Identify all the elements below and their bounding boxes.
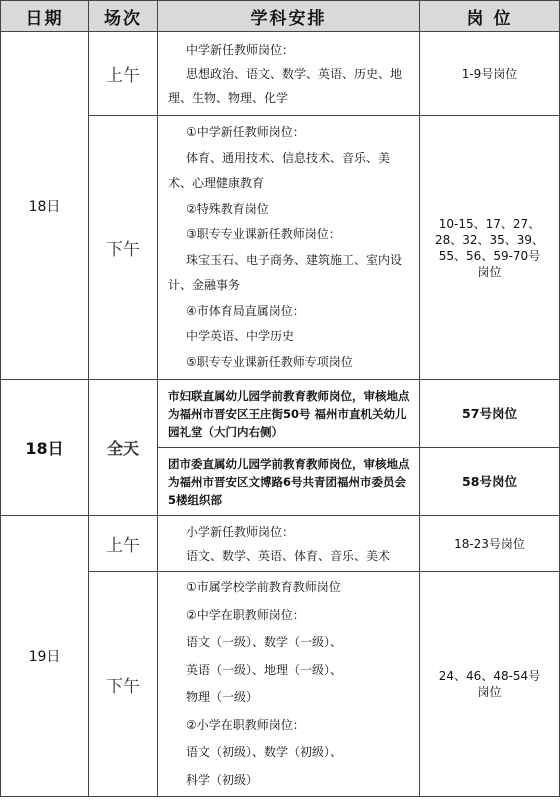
table-row (1, 32, 560, 116)
subject-line: 英语（一级）、地理（一级）、 (186, 662, 343, 677)
subject-line: 物理（一级） (186, 690, 259, 704)
subjects-cell (158, 516, 420, 572)
subject-line: 珠宝玉石、电子商务、建筑施工、室内设 (186, 252, 403, 267)
post-cell: 10-15、17、27、28、32、35、39、55、56、59-70号岗位 (420, 116, 560, 380)
subject-line: 小学新任教师岗位： (186, 524, 295, 539)
date-cell: 18日 (1, 32, 89, 380)
subjects-cell (158, 116, 420, 380)
session-cell: 全天 (89, 380, 158, 516)
header-session: 场次 (89, 1, 158, 32)
subject-line: 理、生物、物理、化学 (168, 90, 289, 105)
subjects-cell: 团市委直属幼儿园学前教育教师岗位，审核地点为福州市晋安区文博路6号共青团福州市委员会5楼组织部 (158, 448, 420, 516)
post-cell: 24、46、48-54号岗位 (420, 572, 560, 797)
subject-line: 术、心理健康教育 (168, 176, 265, 190)
subject-line: 体育、通用技术、信息技术、音乐、美 (186, 150, 391, 165)
subject-line: 科学（初级） (186, 772, 259, 787)
post-cell: 57号岗位 (420, 380, 560, 448)
header-date: 日期 (1, 1, 89, 32)
table-row (1, 516, 560, 572)
post-cell: 1-9号岗位 (420, 32, 560, 116)
subject-line: 语文（初级）、数学（初级）、 (186, 745, 343, 759)
subject-line: 中学新任教师岗位： (186, 42, 295, 57)
session-cell: 上午 (89, 32, 158, 116)
session-cell: 下午 (89, 572, 158, 797)
header-post: 岗 位 (420, 1, 560, 32)
subject-line: 语文、数学、英语、体育、音乐、美术 (186, 548, 391, 563)
header-row (1, 1, 560, 32)
header-subjects: 学科安排 (158, 1, 420, 32)
subject-line: ①市属学校学前教育教师岗位 (186, 580, 341, 594)
subject-line: 计、金融事务 (168, 278, 241, 292)
table-row (1, 380, 560, 448)
subject-line: ②特殊教育岗位 (186, 201, 269, 216)
session-cell: 上午 (89, 516, 158, 572)
subjects-cell (158, 32, 420, 116)
post-cell: 58号岗位 (420, 448, 560, 516)
subject-line: ②小学在职教师岗位： (186, 717, 305, 732)
subjects-cell (158, 572, 420, 797)
subject-line: 中学英语、中学历史 (186, 329, 295, 343)
subject-line: ③职专专业课新任教师岗位： (186, 227, 341, 241)
date-cell: 19日 (1, 516, 89, 797)
subject-line: ⑤职专专业课新任教师专项岗位 (186, 354, 353, 369)
subjects-cell: 市妇联直属幼儿园学前教育教师岗位，审核地点为福州市晋安区王庄街50号 福州市直机关幼儿园礼堂（大门内右侧） (158, 380, 420, 448)
subject-line: ④市体育局直属岗位： (186, 303, 305, 318)
subject-line: ①中学新任教师岗位： (186, 125, 305, 139)
subject-line: ②中学在职教师岗位： (186, 607, 305, 622)
subject-line: 语文（一级）、数学（一级）、 (186, 635, 343, 649)
subject-line: 思想政治、语文、数学、英语、历史、地 (186, 66, 403, 81)
session-cell: 下午 (89, 116, 158, 380)
post-cell: 18-23号岗位 (420, 516, 560, 572)
date-cell: 18日 (1, 380, 89, 516)
